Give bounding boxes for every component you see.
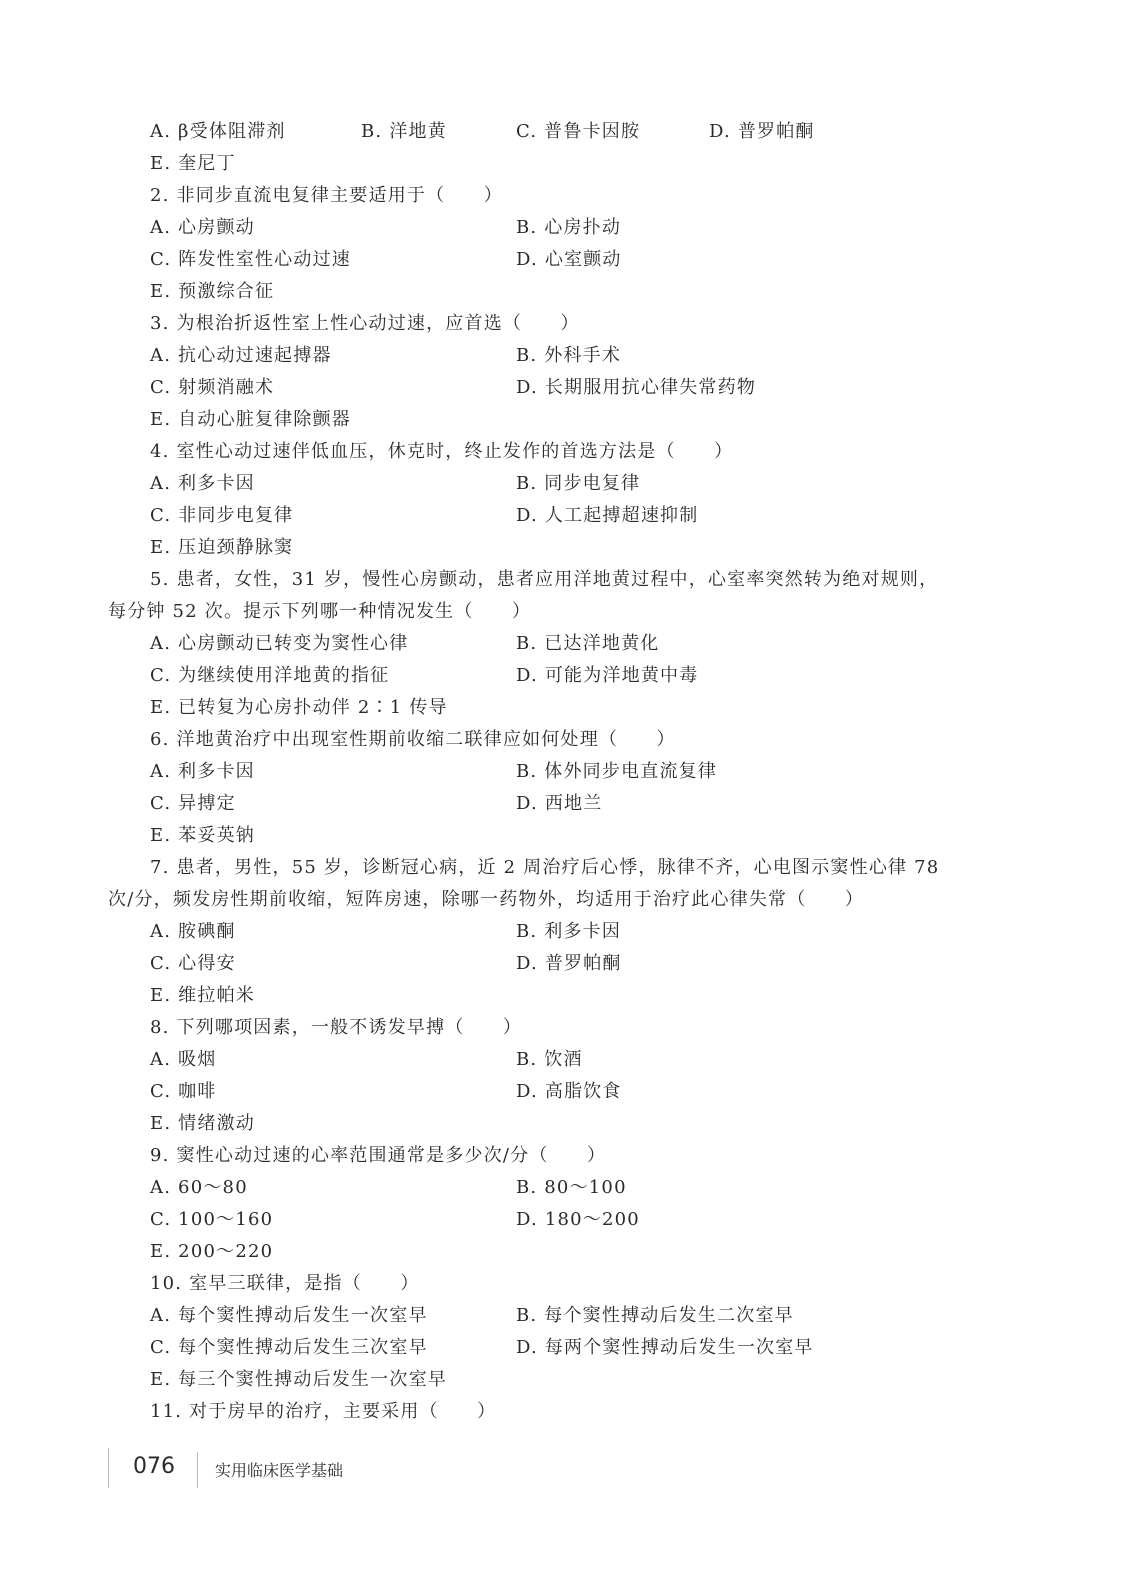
q8-stem: 8. 下列哪项因素，一般不诱发早搏（ ）	[150, 1017, 523, 1038]
q9-option-b: B. 80～100	[516, 1177, 627, 1198]
q3-option-d: D. 长期服用抗心律失常药物	[516, 377, 757, 398]
q7-options-row-2	[108, 948, 988, 980]
q8-options-row-1	[108, 1044, 988, 1076]
question-list	[108, 116, 988, 1428]
q1-option-e: E. 奎尼丁	[150, 153, 236, 174]
q1-option-d: D. 普罗帕酮	[709, 121, 815, 142]
q7-option-c: C. 心得安	[150, 953, 236, 974]
q5-stem-line-1: 5. 患者，女性，31 岁，慢性心房颤动，患者应用洋地黄过程中，心室率突然转为绝对规则，	[150, 569, 939, 590]
q5-options-row-2	[108, 660, 988, 692]
q2-option-a: A. 心房颤动	[150, 217, 255, 238]
q9-stem: 9. 窦性心动过速的心率范围通常是多少次/分（ ）	[150, 1145, 607, 1166]
q7-option-b: B. 利多卡因	[516, 921, 622, 942]
q2-option-c: C. 阵发性室性心动过速	[150, 249, 351, 270]
q6-option-a: A. 利多卡因	[150, 761, 255, 782]
q7-options-row-1	[108, 916, 988, 948]
q8-options-row-2	[108, 1076, 988, 1108]
q4-option-c: C. 非同步电复律	[150, 505, 294, 526]
q9-option-d: D. 180～200	[516, 1209, 640, 1230]
q2-option-b: B. 心房扑动	[516, 217, 622, 238]
q4-option-d: D. 人工起搏超速抑制	[516, 505, 699, 526]
footer-left-rule	[108, 1448, 109, 1488]
q2-stem: 2. 非同步直流电复律主要适用于（ ）	[150, 185, 503, 206]
q7-option-d: D. 普罗帕酮	[516, 953, 622, 974]
q1-option-b: B. 洋地黄	[361, 121, 447, 142]
q7-option-e: E. 维拉帕米	[150, 985, 255, 1006]
q9-option-c: C. 100～160	[150, 1209, 274, 1230]
q3-stem: 3. 为根治折返性室上性心动过速，应首选（ ）	[150, 313, 580, 334]
q4-options-row-2	[108, 500, 988, 532]
q5-options-row-1	[108, 628, 988, 660]
q3-options-row-1	[108, 340, 988, 372]
q4-option-b: B. 同步电复律	[516, 473, 641, 494]
q4-options-row-1	[108, 468, 988, 500]
q9-option-a: A. 60～80	[150, 1177, 248, 1198]
q5-option-a: A. 心房颤动已转变为窦性心律	[150, 633, 409, 654]
q6-options-row-2	[108, 788, 988, 820]
q5-option-d: D. 可能为洋地黄中毒	[516, 665, 699, 686]
q6-option-e: E. 苯妥英钠	[150, 825, 255, 846]
q4-stem: 4. 室性心动过速伴低血压，休克时，终止发作的首选方法是（ ）	[150, 441, 734, 462]
q7-stem-line-2: 次/分，频发房性期前收缩，短阵房速，除哪一药物外，均适用于治疗此心律失常（ ）	[108, 889, 865, 910]
q3-option-a: A. 抗心动过速起搏器	[150, 345, 332, 366]
q8-option-a: A. 吸烟	[150, 1049, 217, 1070]
q6-options-row-1	[108, 756, 988, 788]
q2-options-row-1	[108, 212, 988, 244]
q3-option-c: C. 射频消融术	[150, 377, 275, 398]
q1-options-row	[108, 116, 988, 148]
q3-option-b: B. 外科手术	[516, 345, 622, 366]
q10-option-a: A. 每个窦性搏动后发生一次室早	[150, 1305, 428, 1326]
q10-stem: 10. 室早三联律，是指（ ）	[150, 1273, 420, 1294]
q4-option-e: E. 压迫颈静脉窦	[150, 537, 294, 558]
q7-option-a: A. 胺碘酮	[150, 921, 236, 942]
q6-option-d: D. 西地兰	[516, 793, 603, 814]
page-number: 076	[133, 1454, 175, 1479]
q6-option-c: C. 异搏定	[150, 793, 236, 814]
q9-options-row-1	[108, 1172, 988, 1204]
q8-option-e: E. 情绪激动	[150, 1113, 255, 1134]
q2-option-e: E. 预激综合征	[150, 281, 275, 302]
q10-option-b: B. 每个窦性搏动后发生二次室早	[516, 1305, 794, 1326]
q10-option-e: E. 每三个窦性搏动后发生一次室早	[150, 1369, 447, 1390]
q6-option-b: B. 体外同步电直流复律	[516, 761, 718, 782]
q5-stem-line-2: 每分钟 52 次。提示下列哪一种情况发生（ ）	[108, 601, 532, 622]
q11-stem: 11. 对于房早的治疗，主要采用（ ）	[150, 1401, 497, 1422]
q10-options-row-1	[108, 1300, 988, 1332]
q9-options-row-2	[108, 1204, 988, 1236]
q8-option-b: B. 饮酒	[516, 1049, 583, 1070]
q4-option-a: A. 利多卡因	[150, 473, 255, 494]
q5-option-c: C. 为继续使用洋地黄的指征	[150, 665, 390, 686]
q3-options-row-2	[108, 372, 988, 404]
q1-option-c: C. 普鲁卡因胺	[516, 121, 641, 142]
q5-option-b: B. 已达洋地黄化	[516, 633, 660, 654]
q8-option-c: C. 咖啡	[150, 1081, 217, 1102]
q1-option-a: A. β受体阻滞剂	[150, 121, 286, 142]
q10-option-d: D. 每两个窦性搏动后发生一次室早	[516, 1337, 814, 1358]
q2-options-row-2	[108, 244, 988, 276]
q10-option-c: C. 每个窦性搏动后发生三次室早	[150, 1337, 428, 1358]
q2-option-d: D. 心室颤动	[516, 249, 622, 270]
footer-divider	[197, 1452, 198, 1488]
q7-stem-line-1: 7. 患者，男性，55 岁，诊断冠心病，近 2 周治疗后心悸，脉律不齐，心电图示窦性心律 78	[150, 857, 940, 878]
q5-option-e: E. 已转复为心房扑动伴 2∶1 传导	[150, 697, 448, 718]
q9-option-e: E. 200～220	[150, 1241, 274, 1262]
q3-option-e: E. 自动心脏复律除颤器	[150, 409, 351, 430]
q10-options-row-2	[108, 1332, 988, 1364]
book-title: 实用临床医学基础	[215, 1461, 344, 1480]
q8-option-d: D. 高脂饮食	[516, 1081, 622, 1102]
q6-stem: 6. 洋地黄治疗中出现室性期前收缩二联律应如何处理（ ）	[150, 729, 676, 750]
